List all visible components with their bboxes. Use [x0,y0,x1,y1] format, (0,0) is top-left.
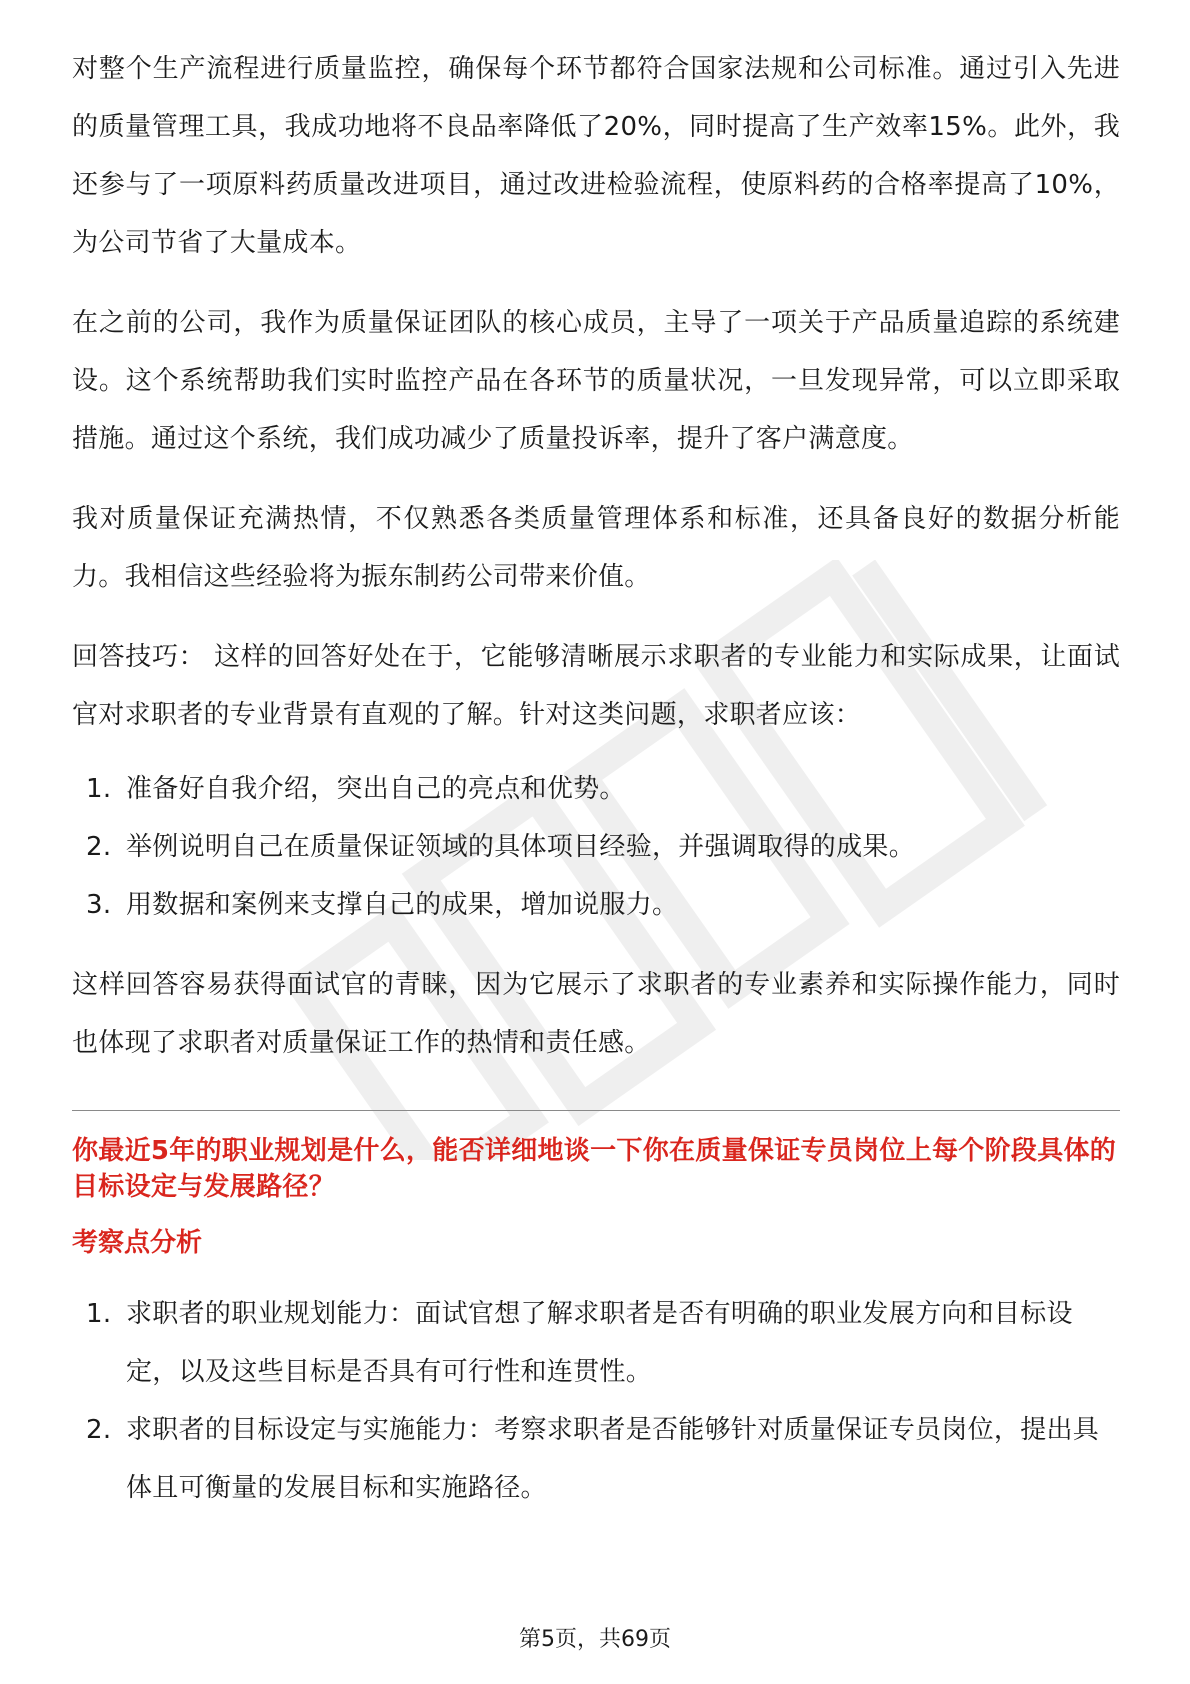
body-paragraph-2: 在之前的公司，我作为质量保证团队的核心成员，主导了一项关于产品质量追踪的系统建设。这个系统帮助我们实时监控产品在各环节的质量状况，一旦发现异常，可以立即采取措施。通过这个系统，我们成功减少了质量投诉率，提升了客户满意度。 [72,308,1120,454]
body-paragraph-3: 我对质量保证充满热情，不仅熟悉各类质量管理体系和标准，还具备良好的数据分析能力。我相信这些经验将为振东制药公司带来价值。 [72,504,1120,592]
list-item-number: 1. [86,774,112,804]
list-item [72,1285,1120,1401]
list-item-text: 求职者的职业规划能力：面试官想了解求职者是否有明确的职业发展方向和目标设定，以及这些目标是否具有可行性和连贯性。 [126,1299,1073,1387]
document-page [72,40,1120,1539]
list-item-text: 准备好自我介绍，突出自己的亮点和优势。 [126,774,626,804]
list-item [72,760,1120,818]
tips-list [72,760,1120,934]
tips-paragraph: 回答技巧： 这样的回答好处在于，它能够清晰展示求职者的专业能力和实际成果，让面试官对求职者的专业背景有直观的了解。针对这类问题，求职者应该： [72,642,1120,730]
page-footer: 第5页，共69页 [519,1627,671,1652]
body-paragraph-1: 对整个生产流程进行质量监控，确保每个环节都符合国家法规和公司标准。通过引入先进的质量管理工具，我成功地将不良品率降低了20%，同时提高了生产效率15%。此外，我还参与了一项原料药质量改进项目，通过改进检验流程，使原料药的合格率提高了10%，为公司节省了大量成本。 [72,54,1120,258]
list-item [72,876,1120,934]
list-item-text: 求职者的目标设定与实施能力：考察求职者是否能够针对质量保证专员岗位，提出具体且可衡量的发展目标和实施路径。 [126,1415,1100,1503]
list-item [72,1401,1120,1517]
conclusion-paragraph: 这样回答容易获得面试官的青睐，因为它展示了求职者的专业素养和实际操作能力，同时也体现了求职者对质量保证工作的热情和责任感。 [72,970,1120,1058]
list-item-number: 2. [86,1415,112,1445]
list-item [72,818,1120,876]
list-item-number: 3. [86,890,112,920]
list-item-text: 举例说明自己在质量保证领域的具体项目经验，并强调取得的成果。 [126,832,916,862]
section-divider [72,1110,1120,1111]
analysis-list [72,1285,1120,1517]
question-title: 你最近5年的职业规划是什么，能否详细地谈一下你在质量保证专员岗位上每个阶段具体的目标设定与发展路径？ [72,1136,1117,1202]
list-item-number: 1. [86,1299,112,1329]
list-item-text: 用数据和案例来支撑自己的成果，增加说服力。 [126,890,679,920]
list-item-number: 2. [86,832,112,862]
analysis-heading: 考察点分析 [72,1228,203,1258]
